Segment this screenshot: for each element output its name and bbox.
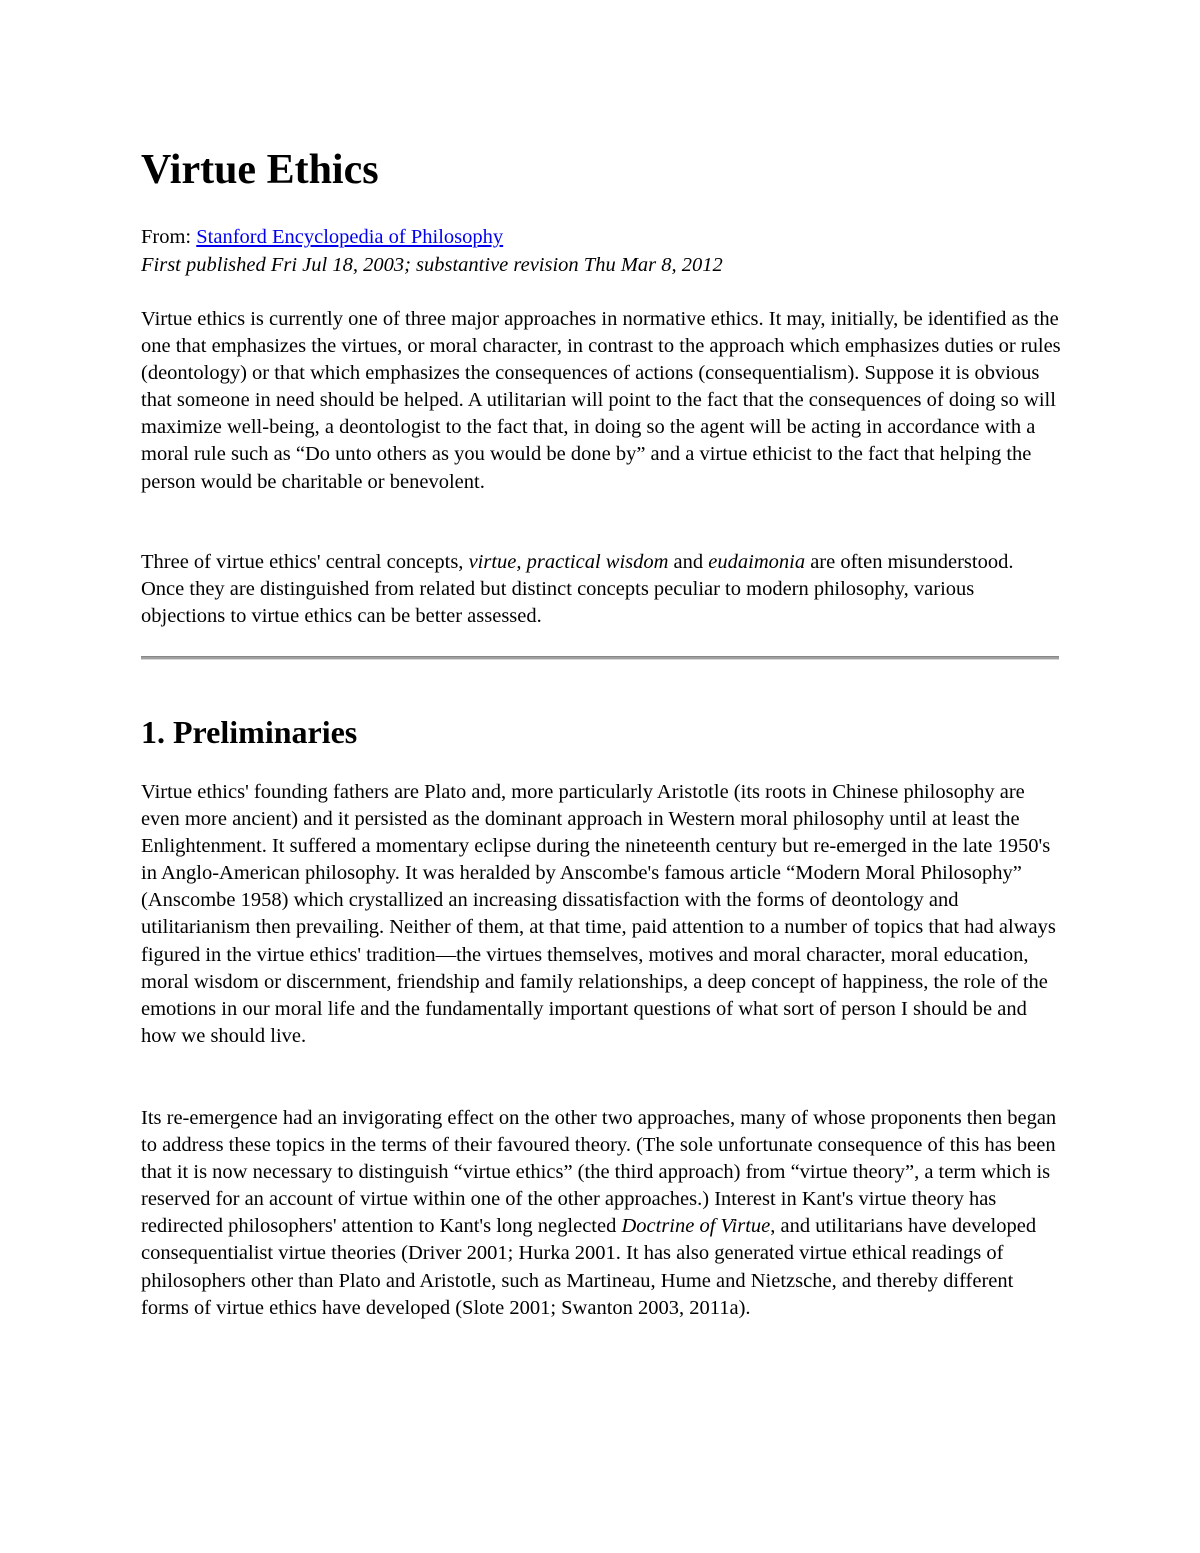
horizontal-rule <box>141 656 1059 660</box>
source-link[interactable]: Stanford Encyclopedia of Philosophy <box>196 226 504 248</box>
intro-p2-text-1: Three of virtue ethics' central concepts, <box>141 551 469 573</box>
publication-info: First published Fri Jul 18, 2003; substantive revision Thu Mar 8, 2012 <box>141 254 723 276</box>
source-prefix: From: <box>141 226 197 248</box>
intro-p2-text-2: and <box>668 551 709 573</box>
page-title: Virtue Ethics <box>141 147 379 193</box>
source-line <box>141 224 503 251</box>
section1-p2-emphasis-1: Doctrine of Virtue <box>621 1215 771 1238</box>
intro-p2-text-3: are often misunderstood. Once they are distinguished from related but distinct concepts peculiar to modern philosophy, various objections to virtue ethics can be better assessed. <box>141 551 1014 628</box>
section-heading-preliminaries: 1. Preliminaries <box>141 714 358 750</box>
intro-paragraph-1: Virtue ethics is currently one of three major approaches in normative ethics. It may, initially, be identified as the one that emphasizes the virtues, or moral character, in contrast to the approach which emphasizes duties or rules (deontology) or that which emphasizes the consequences of actions (consequentialism). Suppose it is obvious that someone in need should be helped. A utilitarian will point to the fact that the consequences of doing so will maximize well-being, a deontologist to the fact that, in doing so the agent will be acting in accordance with a moral rule such as “Do unto others as you would be done by” and a virtue ethicist to the fact that helping the person would be charitable or benevolent. <box>141 308 1061 493</box>
section1-paragraph-2 <box>141 1105 1061 1322</box>
intro-p2-emphasis-2: eudaimonia <box>708 551 806 573</box>
intro-paragraph-2 <box>141 549 1061 630</box>
section1-p2-text-2: , and utilitarians have developed consequentialist virtue theories (Driver 2001; Hurka 2001. It has also generated virtue ethical readings of philosophers other than Plato and Aristotle, such as Martineau, Hume and Nietzsche, and thereby different forms of virtue ethics have developed (Slote 2001; Swanton 2003, 2011a). <box>141 1215 1037 1319</box>
intro-p2-emphasis-1: virtue, practical wisdom <box>468 551 669 573</box>
section1-paragraph-1: Virtue ethics' founding fathers are Plato and, more particularly Aristotle (its roots in Chinese philosophy are even more ancient) and it persisted as the dominant approach in Western moral philosophy until at least the Enlightenment. It suffered a momentary eclipse during the nineteenth century but re-emerged in the late 1950's in Anglo-American philosophy. It was heralded by Anscombe's famous article “Modern Moral Philosophy” (Anscombe 1958) which crystallized an increasing dissatisfaction with the forms of deontology and utilitarianism then prevailing. Neither of them, at that time, paid attention to a number of topics that had always figured in the virtue ethics' tradition—the virtues themselves, motives and moral character, moral education, moral wisdom or discernment, friendship and family relationships, a deep concept of happiness, the role of the emotions in our moral life and the fundamentally important questions of what sort of person I should be and how we should live. <box>141 781 1056 1047</box>
section1-p2-text-1: Its re-emergence had an invigorating effect on the other two approaches, many of whose proponents then began to address these topics in the terms of their favoured theory. (The sole unfortunate consequence of this has been that it is now necessary to distinguish “virtue ethics” (the third approach) from “virtue theory”, a term which is reserved for an account of virtue within one of the other approaches.) Interest in Kant's virtue theory has redirected philosophers' attention to Kant's long neglected <box>141 1107 1057 1238</box>
